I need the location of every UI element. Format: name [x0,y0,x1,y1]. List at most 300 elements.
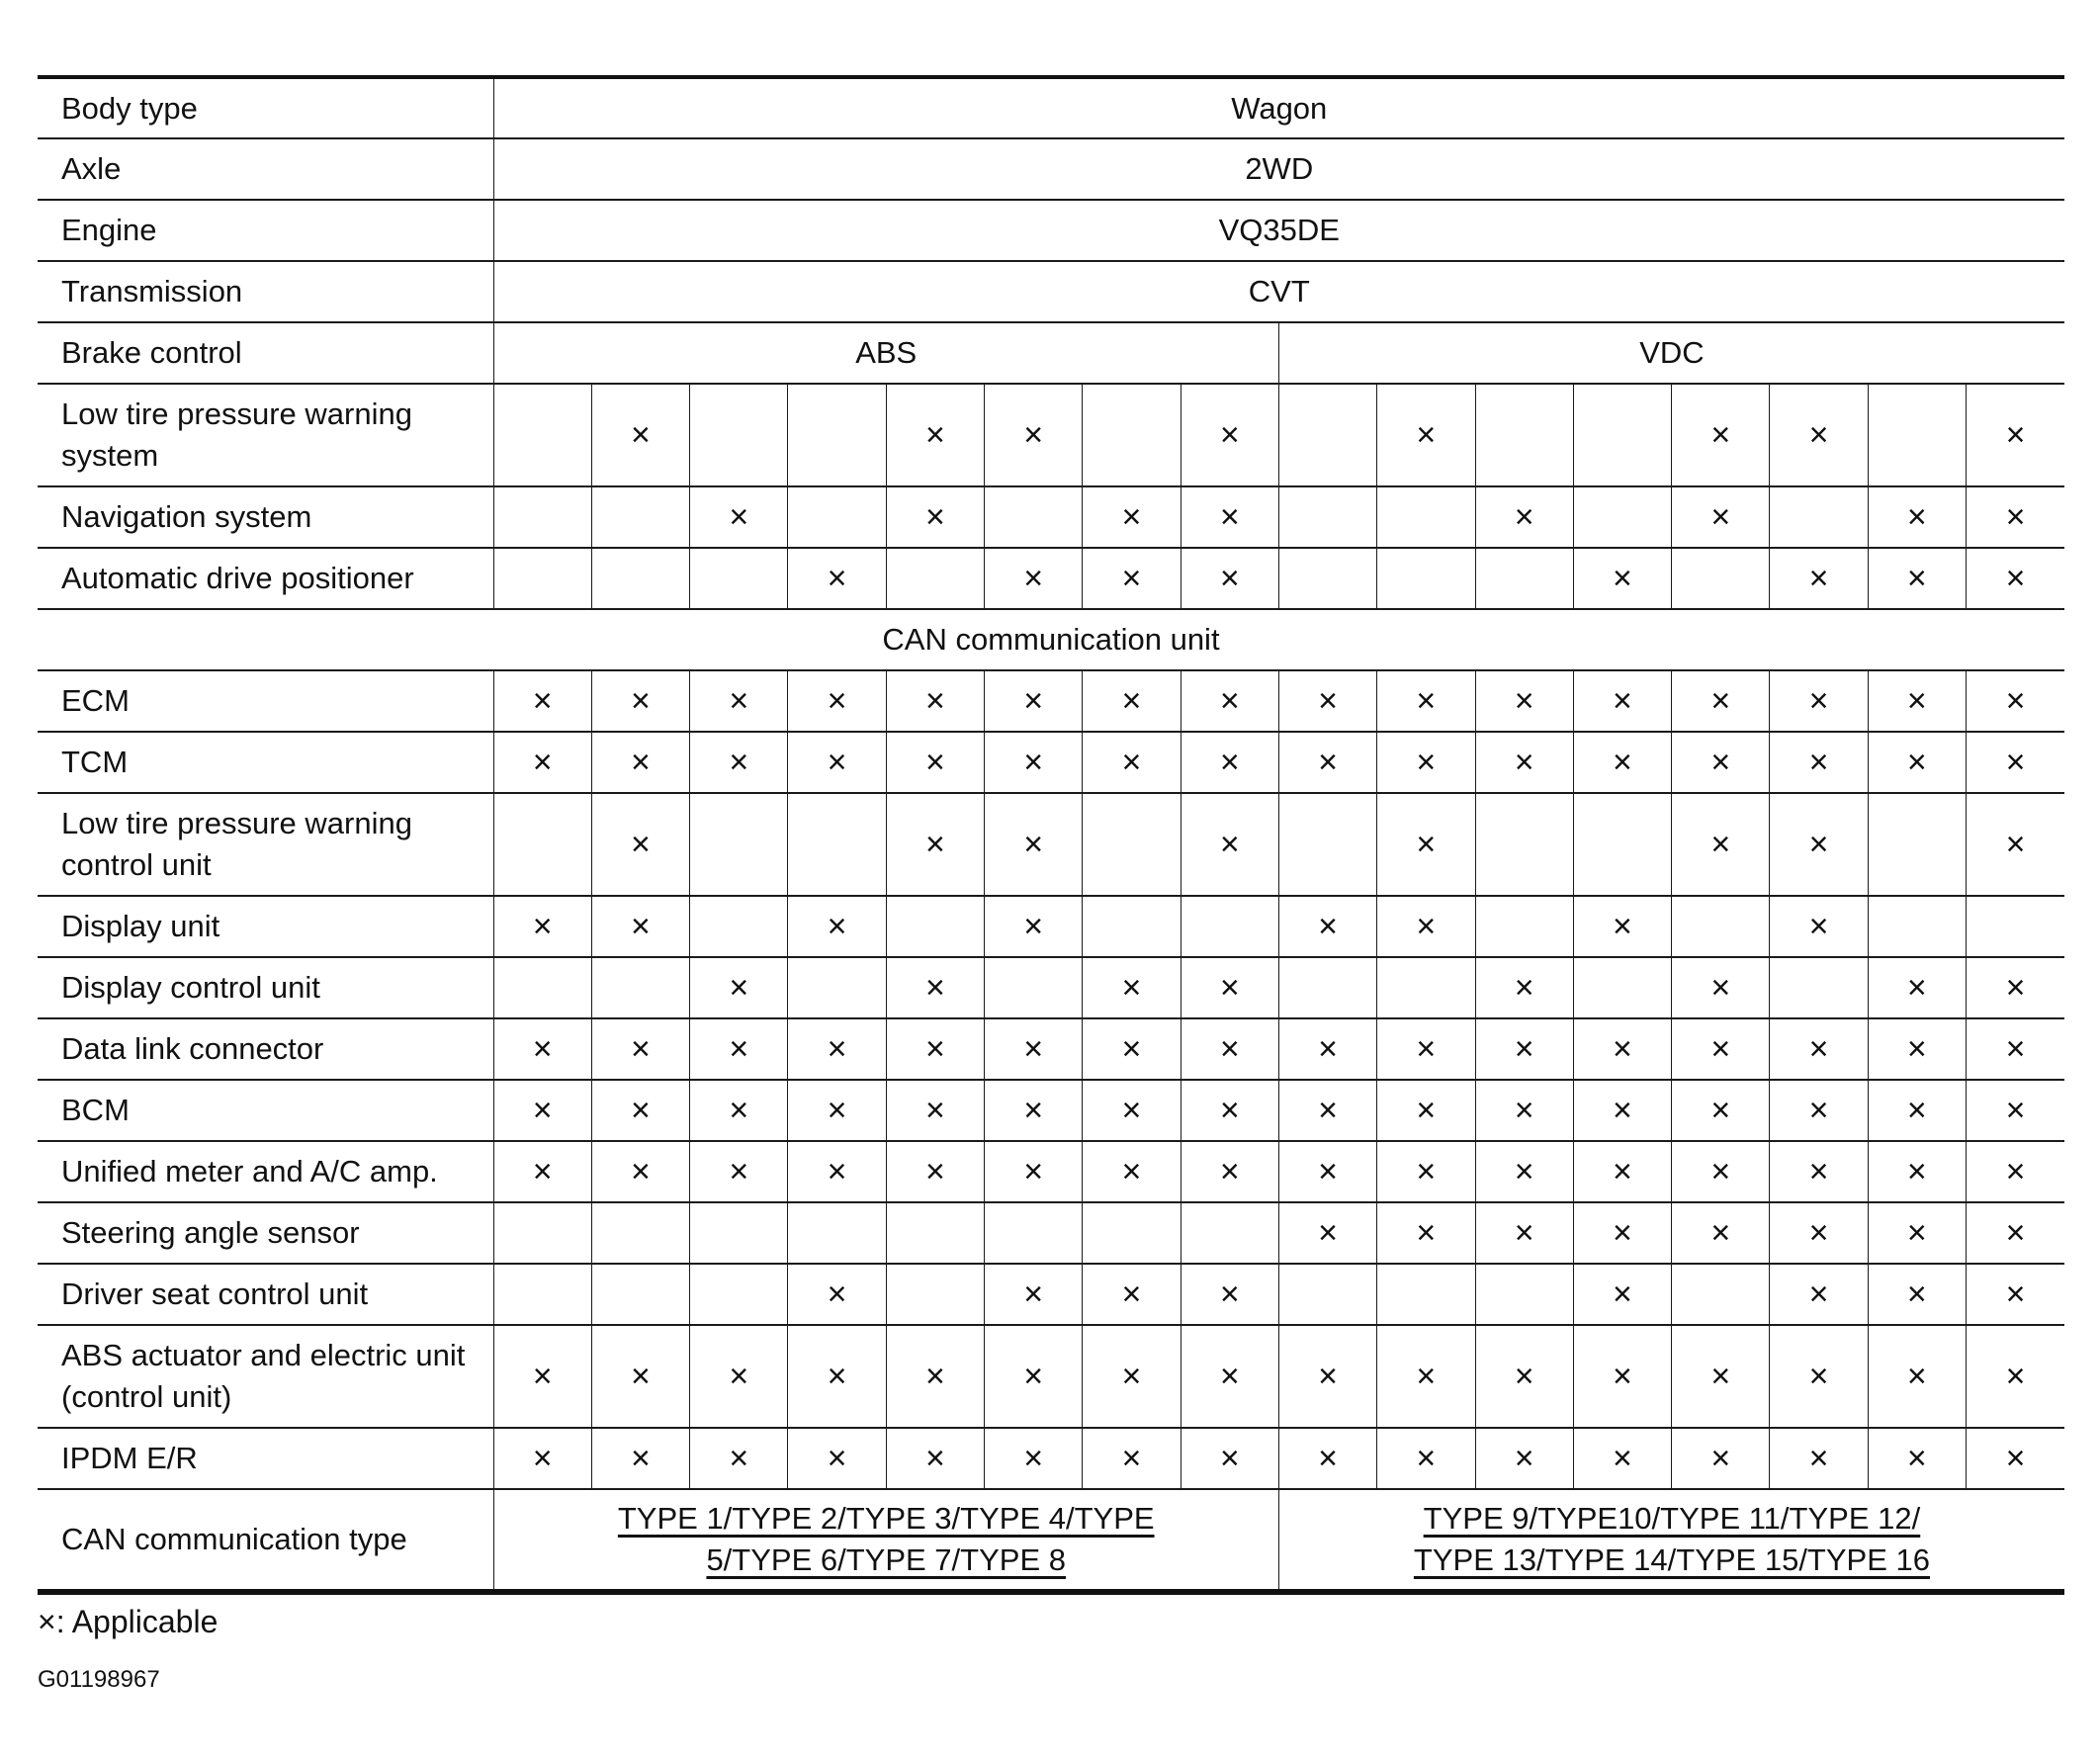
brake-control-vdc: VDC [1278,322,2064,384]
applicable-mark: × [2005,1213,2026,1252]
display-unit-label: Display unit [38,896,493,957]
low-tire-pressure-warning-control-unit-type-14-cell [1770,793,1868,896]
ipdm-e-r-type-4-cell [788,1428,886,1489]
applicable-mark: × [1710,1029,1731,1068]
unified-meter-and-a-c-amp-type-16-cell [1966,1141,2064,1202]
unified-meter-and-a-c-amp-type-14-cell [1770,1141,1868,1202]
applicable-mark: × [1613,1152,1632,1190]
display-control-unit-type-1-cell [493,957,591,1018]
navigation-system-type-4-cell [788,486,886,548]
applicable-mark: × [1613,559,1632,597]
applicable-mark: × [631,743,651,781]
applicable-mark: × [1613,1439,1632,1477]
low-tire-pressure-warning-system-type-3-cell [690,384,788,486]
applicable-mark: × [1710,1152,1731,1190]
display-control-unit-type-16-cell [1966,957,2064,1018]
abs-actuator-and-electric-unit-control-unit-type-10-cell [1377,1325,1475,1428]
display-control-unit-type-9-cell [1278,957,1376,1018]
applicable-mark: × [1023,825,1044,863]
applicable-mark: × [729,1152,749,1190]
bcm-type-15-cell [1868,1080,1966,1141]
display-unit-type-9-cell [1278,896,1376,957]
low-tire-pressure-warning-system-type-5-cell [886,384,984,486]
ecm-type-1-cell [493,670,591,732]
applicable-mark: × [827,1152,847,1190]
applicable-mark: × [1318,681,1338,720]
applicable-mark: × [1710,1357,1731,1395]
applicable-mark: × [729,1439,749,1477]
applicable-mark: × [924,1152,945,1190]
abs-actuator-and-electric-unit-control-unit-type-9-cell [1278,1325,1376,1428]
applicable-mark: × [1318,743,1338,781]
automatic-drive-positioner-type-2-cell [591,548,689,609]
unified-meter-and-a-c-amp-type-8-cell [1181,1141,1278,1202]
data-link-connector-type-8-cell [1181,1018,1278,1080]
applicable-mark: × [2005,1091,2026,1129]
applicable-mark: × [631,825,651,863]
applicable-mark: × [1514,1213,1534,1252]
navigation-system-type-16-cell [1966,486,2064,548]
applicable-mark: × [1906,1091,1927,1129]
applicable-mark: × [532,1152,553,1190]
navigation-system-type-5-cell [886,486,984,548]
low-tire-pressure-warning-system-type-11-cell [1475,384,1573,486]
applicable-mark: × [1416,1439,1437,1477]
automatic-drive-positioner-row [38,548,2064,609]
low-tire-pressure-warning-control-unit-type-11-cell [1475,793,1573,896]
automatic-drive-positioner-type-6-cell [985,548,1083,609]
low-tire-pressure-warning-control-unit-type-9-cell [1278,793,1376,896]
comm-type-row [38,1489,2064,1592]
low-tire-pressure-warning-system-type-15-cell [1868,384,1966,486]
unified-meter-and-a-c-amp-type-7-cell [1083,1141,1181,1202]
steering-angle-sensor-type-12-cell [1573,1202,1671,1264]
display-control-unit-type-14-cell [1770,957,1868,1018]
applicable-mark: × [631,1029,651,1068]
tcm-type-7-cell [1083,732,1181,793]
low-tire-pressure-warning-system-type-16-cell [1966,384,2064,486]
bcm-type-8-cell [1181,1080,1278,1141]
display-unit-type-1-cell [493,896,591,957]
applicable-mark: × [924,1357,945,1395]
applicable-mark: × [2005,968,2026,1007]
applicable-mark: × [532,1439,553,1477]
applicable-mark: × [1906,1152,1927,1190]
driver-seat-control-unit-type-14-cell [1770,1264,1868,1325]
applicable-mark: × [1906,1029,1927,1068]
applicable-mark: × [2005,1152,2026,1190]
display-unit-type-7-cell [1083,896,1181,957]
applicable-mark: × [1808,743,1829,781]
ipdm-e-r-label: IPDM E/R [38,1428,493,1489]
applicable-mark: × [1023,907,1044,945]
display-unit-type-11-cell [1475,896,1573,957]
low-tire-pressure-warning-control-unit-type-7-cell [1083,793,1181,896]
navigation-system-type-1-cell [493,486,591,548]
data-link-connector-type-12-cell [1573,1018,1671,1080]
applicable-mark: × [1121,1029,1142,1068]
data-link-connector-type-3-cell [690,1018,788,1080]
automatic-drive-positioner-type-11-cell [1475,548,1573,609]
ecm-type-4-cell [788,670,886,732]
automatic-drive-positioner-type-13-cell [1672,548,1770,609]
display-unit-type-8-cell [1181,896,1278,957]
display-control-unit-type-4-cell [788,957,886,1018]
ecm-type-15-cell [1868,670,1966,732]
display-unit-type-6-cell [985,896,1083,957]
applicable-mark: × [1514,1357,1534,1395]
display-unit-type-14-cell [1770,896,1868,957]
applicable-mark: × [924,1439,945,1477]
data-link-connector-type-5-cell [886,1018,984,1080]
data-link-connector-type-16-cell [1966,1018,2064,1080]
applicable-mark: × [1318,1439,1338,1477]
applicable-mark: × [631,1439,651,1477]
applicable-mark: × [924,497,945,536]
unified-meter-and-a-c-amp-type-10-cell [1377,1141,1475,1202]
ipdm-e-r-row [38,1428,2064,1489]
applicable-mark: × [1613,681,1632,720]
ipdm-e-r-type-10-cell [1377,1428,1475,1489]
applicable-mark: × [1906,681,1927,720]
ecm-type-10-cell [1377,670,1475,732]
applicable-mark: × [1416,743,1437,781]
tcm-type-12-cell [1573,732,1671,793]
steering-angle-sensor-type-3-cell [690,1202,788,1264]
navigation-system-type-6-cell [985,486,1083,548]
comm-type-vdc-line1: TYPE 9/TYPE10/TYPE 11/TYPE 12/ [1423,1501,1921,1536]
applicable-mark: × [1416,1091,1437,1129]
applicable-mark: × [1710,497,1731,536]
applicable-mark: × [1416,1152,1437,1190]
low-tire-pressure-warning-control-unit-type-1-cell [493,793,591,896]
abs-actuator-and-electric-unit-control-unit-type-12-cell [1573,1325,1671,1428]
display-control-unit-type-12-cell [1573,957,1671,1018]
applicable-mark: × [1808,415,1829,454]
applicable-mark: × [1906,497,1927,536]
display-unit-type-5-cell [886,896,984,957]
applicable-mark: × [2005,681,2026,720]
comm-type-abs-line2: 5/TYPE 6/TYPE 7/TYPE 8 [706,1542,1066,1577]
tcm-type-2-cell [591,732,689,793]
navigation-system-type-11-cell [1475,486,1573,548]
ecm-type-11-cell [1475,670,1573,732]
comm-type-vdc-cell [1278,1489,2064,1592]
abs-actuator-and-electric-unit-control-unit-row [38,1325,2064,1428]
display-control-unit-type-8-cell [1181,957,1278,1018]
brake-control-row [38,322,2064,384]
applicable-mark: × [1121,1275,1142,1313]
unified-meter-and-a-c-amp-type-15-cell [1868,1141,1966,1202]
applicable-mark: × [1906,968,1927,1007]
applicable-mark: × [1710,415,1731,454]
applicable-mark: × [1416,415,1437,454]
abs-actuator-and-electric-unit-control-unit-type-1-cell [493,1325,591,1428]
applicable-mark: × [532,681,553,720]
applicable-mark: × [1808,1152,1829,1190]
steering-angle-sensor-type-11-cell [1475,1202,1573,1264]
bcm-row [38,1080,2064,1141]
bcm-type-11-cell [1475,1080,1573,1141]
driver-seat-control-unit-type-12-cell [1573,1264,1671,1325]
display-control-unit-type-2-cell [591,957,689,1018]
navigation-system-type-7-cell [1083,486,1181,548]
low-tire-pressure-warning-control-unit-type-2-cell [591,793,689,896]
applicable-mark: × [924,415,945,454]
applicable-mark: × [1318,1357,1338,1395]
low-tire-pressure-warning-system-type-6-cell [985,384,1083,486]
data-link-connector-label: Data link connector [38,1018,493,1080]
applicable-mark: × [532,1357,553,1395]
ipdm-e-r-type-16-cell [1966,1428,2064,1489]
low-tire-pressure-warning-control-unit-type-12-cell [1573,793,1671,896]
figure-id: G01198967 [38,1666,160,1693]
applicable-mark: × [2005,1357,2026,1395]
applicable-mark: × [1613,1213,1632,1252]
ipdm-e-r-type-14-cell [1770,1428,1868,1489]
applicable-mark: × [1219,681,1240,720]
bcm-label: BCM [38,1080,493,1141]
applicable-mark: × [1514,1029,1534,1068]
ipdm-e-r-type-1-cell [493,1428,591,1489]
legend-note: ×: Applicable [38,1604,219,1639]
applicable-mark: × [1514,743,1534,781]
bcm-type-16-cell [1966,1080,2064,1141]
display-unit-type-12-cell [1573,896,1671,957]
bcm-type-5-cell [886,1080,984,1141]
abs-actuator-and-electric-unit-control-unit-type-5-cell [886,1325,984,1428]
applicable-mark: × [1121,1439,1142,1477]
abs-actuator-and-electric-unit-control-unit-type-13-cell [1672,1325,1770,1428]
driver-seat-control-unit-type-11-cell [1475,1264,1573,1325]
applicable-mark: × [1023,1275,1044,1313]
navigation-system-type-10-cell [1377,486,1475,548]
applicable-mark: × [729,968,749,1007]
applicable-mark: × [924,1029,945,1068]
applicable-mark: × [1219,968,1240,1007]
data-link-connector-type-6-cell [985,1018,1083,1080]
driver-seat-control-unit-type-4-cell [788,1264,886,1325]
steering-angle-sensor-type-1-cell [493,1202,591,1264]
data-link-connector-type-1-cell [493,1018,591,1080]
applicable-mark: × [1121,743,1142,781]
navigation-system-type-12-cell [1573,486,1671,548]
navigation-system-type-14-cell [1770,486,1868,548]
low-tire-pressure-warning-system-type-13-cell [1672,384,1770,486]
display-control-unit-type-6-cell [985,957,1083,1018]
bcm-type-14-cell [1770,1080,1868,1141]
applicable-mark: × [827,1357,847,1395]
applicable-mark: × [1121,1357,1142,1395]
unified-meter-and-a-c-amp-type-9-cell [1278,1141,1376,1202]
applicable-mark: × [1808,681,1829,720]
display-control-unit-type-15-cell [1868,957,1966,1018]
bcm-type-6-cell [985,1080,1083,1141]
applicable-mark: × [1613,1029,1632,1068]
applicable-mark: × [1023,1439,1044,1477]
applicable-mark: × [924,681,945,720]
applicable-mark: × [1906,559,1927,597]
applicable-mark: × [1710,681,1731,720]
low-tire-pressure-warning-control-unit-type-16-cell [1966,793,2064,896]
applicable-mark: × [532,1029,553,1068]
display-unit-type-4-cell [788,896,886,957]
tcm-type-10-cell [1377,732,1475,793]
bcm-type-10-cell [1377,1080,1475,1141]
bcm-type-9-cell [1278,1080,1376,1141]
applicable-mark: × [1613,1357,1632,1395]
ecm-type-5-cell [886,670,984,732]
applicable-mark: × [1808,559,1829,597]
comm-type-vdc-line2: TYPE 13/TYPE 14/TYPE 15/TYPE 16 [1413,1542,1930,1577]
low-tire-pressure-warning-control-unit-label: Low tire pressure warning control unit [38,793,493,896]
applicable-mark: × [1906,1357,1927,1395]
bcm-type-3-cell [690,1080,788,1141]
ipdm-e-r-type-15-cell [1868,1428,1966,1489]
applicable-mark: × [2005,1275,2026,1313]
driver-seat-control-unit-row [38,1264,2064,1325]
low-tire-pressure-warning-control-unit-type-15-cell [1868,793,1966,896]
applicable-mark: × [1613,1091,1632,1129]
steering-angle-sensor-type-16-cell [1966,1202,2064,1264]
steering-angle-sensor-type-13-cell [1672,1202,1770,1264]
data-link-connector-type-14-cell [1770,1018,1868,1080]
applicable-mark: × [1808,1275,1829,1313]
tcm-type-6-cell [985,732,1083,793]
ecm-type-2-cell [591,670,689,732]
applicable-mark: × [1514,497,1534,536]
low-tire-pressure-warning-system-type-4-cell [788,384,886,486]
applicable-mark: × [1613,1275,1632,1313]
applicable-mark: × [1808,1357,1829,1395]
applicable-mark: × [1416,1357,1437,1395]
comm-type-vdc-link[interactable] [1414,1498,1930,1581]
brake-control-label: Brake control [38,322,493,384]
applicable-mark: × [2005,559,2026,597]
applicable-mark: × [1514,1439,1534,1477]
driver-seat-control-unit-type-1-cell [493,1264,591,1325]
applicable-mark: × [729,1029,749,1068]
steering-angle-sensor-row [38,1202,2064,1264]
driver-seat-control-unit-type-7-cell [1083,1264,1181,1325]
applicable-mark: × [1121,681,1142,720]
steering-angle-sensor-type-6-cell [985,1202,1083,1264]
applicable-mark: × [1219,1091,1240,1129]
comm-type-abs-cell [493,1489,1278,1592]
applicable-mark: × [729,681,749,720]
ecm-type-9-cell [1278,670,1376,732]
applicable-mark: × [1906,1213,1927,1252]
transmission-value: CVT [493,261,2064,322]
applicable-mark: × [1710,825,1731,863]
tcm-type-14-cell [1770,732,1868,793]
applicable-mark: × [631,1357,651,1395]
applicable-mark: × [827,1275,847,1313]
applicable-mark: × [1023,1029,1044,1068]
driver-seat-control-unit-type-8-cell [1181,1264,1278,1325]
can-communication-table [38,75,2064,1595]
driver-seat-control-unit-type-6-cell [985,1264,1083,1325]
applicable-mark: × [729,743,749,781]
bcm-type-2-cell [591,1080,689,1141]
applicable-mark: × [2005,825,2026,863]
driver-seat-control-unit-type-9-cell [1278,1264,1376,1325]
body-type-value: Wagon [493,77,2064,138]
applicable-mark: × [1121,559,1142,597]
steering-angle-sensor-label: Steering angle sensor [38,1202,493,1264]
body-type-row [38,77,2064,138]
display-unit-type-15-cell [1868,896,1966,957]
driver-seat-control-unit-type-5-cell [886,1264,984,1325]
abs-actuator-and-electric-unit-control-unit-type-11-cell [1475,1325,1573,1428]
navigation-system-label: Navigation system [38,486,493,548]
tcm-type-4-cell [788,732,886,793]
applicable-mark: × [532,907,553,945]
low-tire-pressure-warning-system-type-10-cell [1377,384,1475,486]
comm-type-abs-link[interactable] [618,1498,1155,1581]
navigation-system-row [38,486,2064,548]
brake-control-abs: ABS [493,322,1278,384]
automatic-drive-positioner-type-5-cell [886,548,984,609]
unified-meter-and-a-c-amp-type-6-cell [985,1141,1083,1202]
applicable-mark: × [827,559,847,597]
applicable-mark: × [1906,1275,1927,1313]
applicable-mark: × [1416,1213,1437,1252]
automatic-drive-positioner-type-7-cell [1083,548,1181,609]
applicable-mark: × [1514,1091,1534,1129]
applicable-mark: × [1318,907,1338,945]
tcm-type-16-cell [1966,732,2064,793]
unified-meter-and-a-c-amp-type-11-cell [1475,1141,1573,1202]
applicable-mark: × [1219,1029,1240,1068]
steering-angle-sensor-type-14-cell [1770,1202,1868,1264]
display-control-unit-label: Display control unit [38,957,493,1018]
applicable-mark: × [1219,1275,1240,1313]
unified-meter-and-a-c-amp-type-4-cell [788,1141,886,1202]
bcm-type-7-cell [1083,1080,1181,1141]
unified-meter-and-a-c-amp-type-3-cell [690,1141,788,1202]
applicable-mark: × [1906,743,1927,781]
applicable-mark: × [1514,968,1534,1007]
tcm-type-15-cell [1868,732,1966,793]
tcm-type-11-cell [1475,732,1573,793]
automatic-drive-positioner-type-8-cell [1181,548,1278,609]
applicable-mark: × [1710,1091,1731,1129]
comm-type-abs-line1: TYPE 1/TYPE 2/TYPE 3/TYPE 4/TYPE [617,1501,1155,1536]
steering-angle-sensor-type-5-cell [886,1202,984,1264]
abs-actuator-and-electric-unit-control-unit-type-15-cell [1868,1325,1966,1428]
tcm-type-8-cell [1181,732,1278,793]
applicable-mark: × [1219,559,1240,597]
low-tire-pressure-warning-system-type-9-cell [1278,384,1376,486]
ipdm-e-r-type-13-cell [1672,1428,1770,1489]
applicable-mark: × [1219,1439,1240,1477]
applicable-mark: × [1219,743,1240,781]
applicable-mark: × [1121,497,1142,536]
display-control-unit-type-5-cell [886,957,984,1018]
applicable-mark: × [1023,1091,1044,1129]
body-type-label: Body type [38,77,493,138]
applicable-mark: × [1710,743,1731,781]
display-unit-type-13-cell [1672,896,1770,957]
applicable-mark: × [2005,415,2026,454]
bcm-type-4-cell [788,1080,886,1141]
applicable-mark: × [631,1091,651,1129]
data-link-connector-type-7-cell [1083,1018,1181,1080]
low-tire-pressure-warning-control-unit-type-13-cell [1672,793,1770,896]
applicable-mark: × [631,907,651,945]
steering-angle-sensor-type-10-cell [1377,1202,1475,1264]
